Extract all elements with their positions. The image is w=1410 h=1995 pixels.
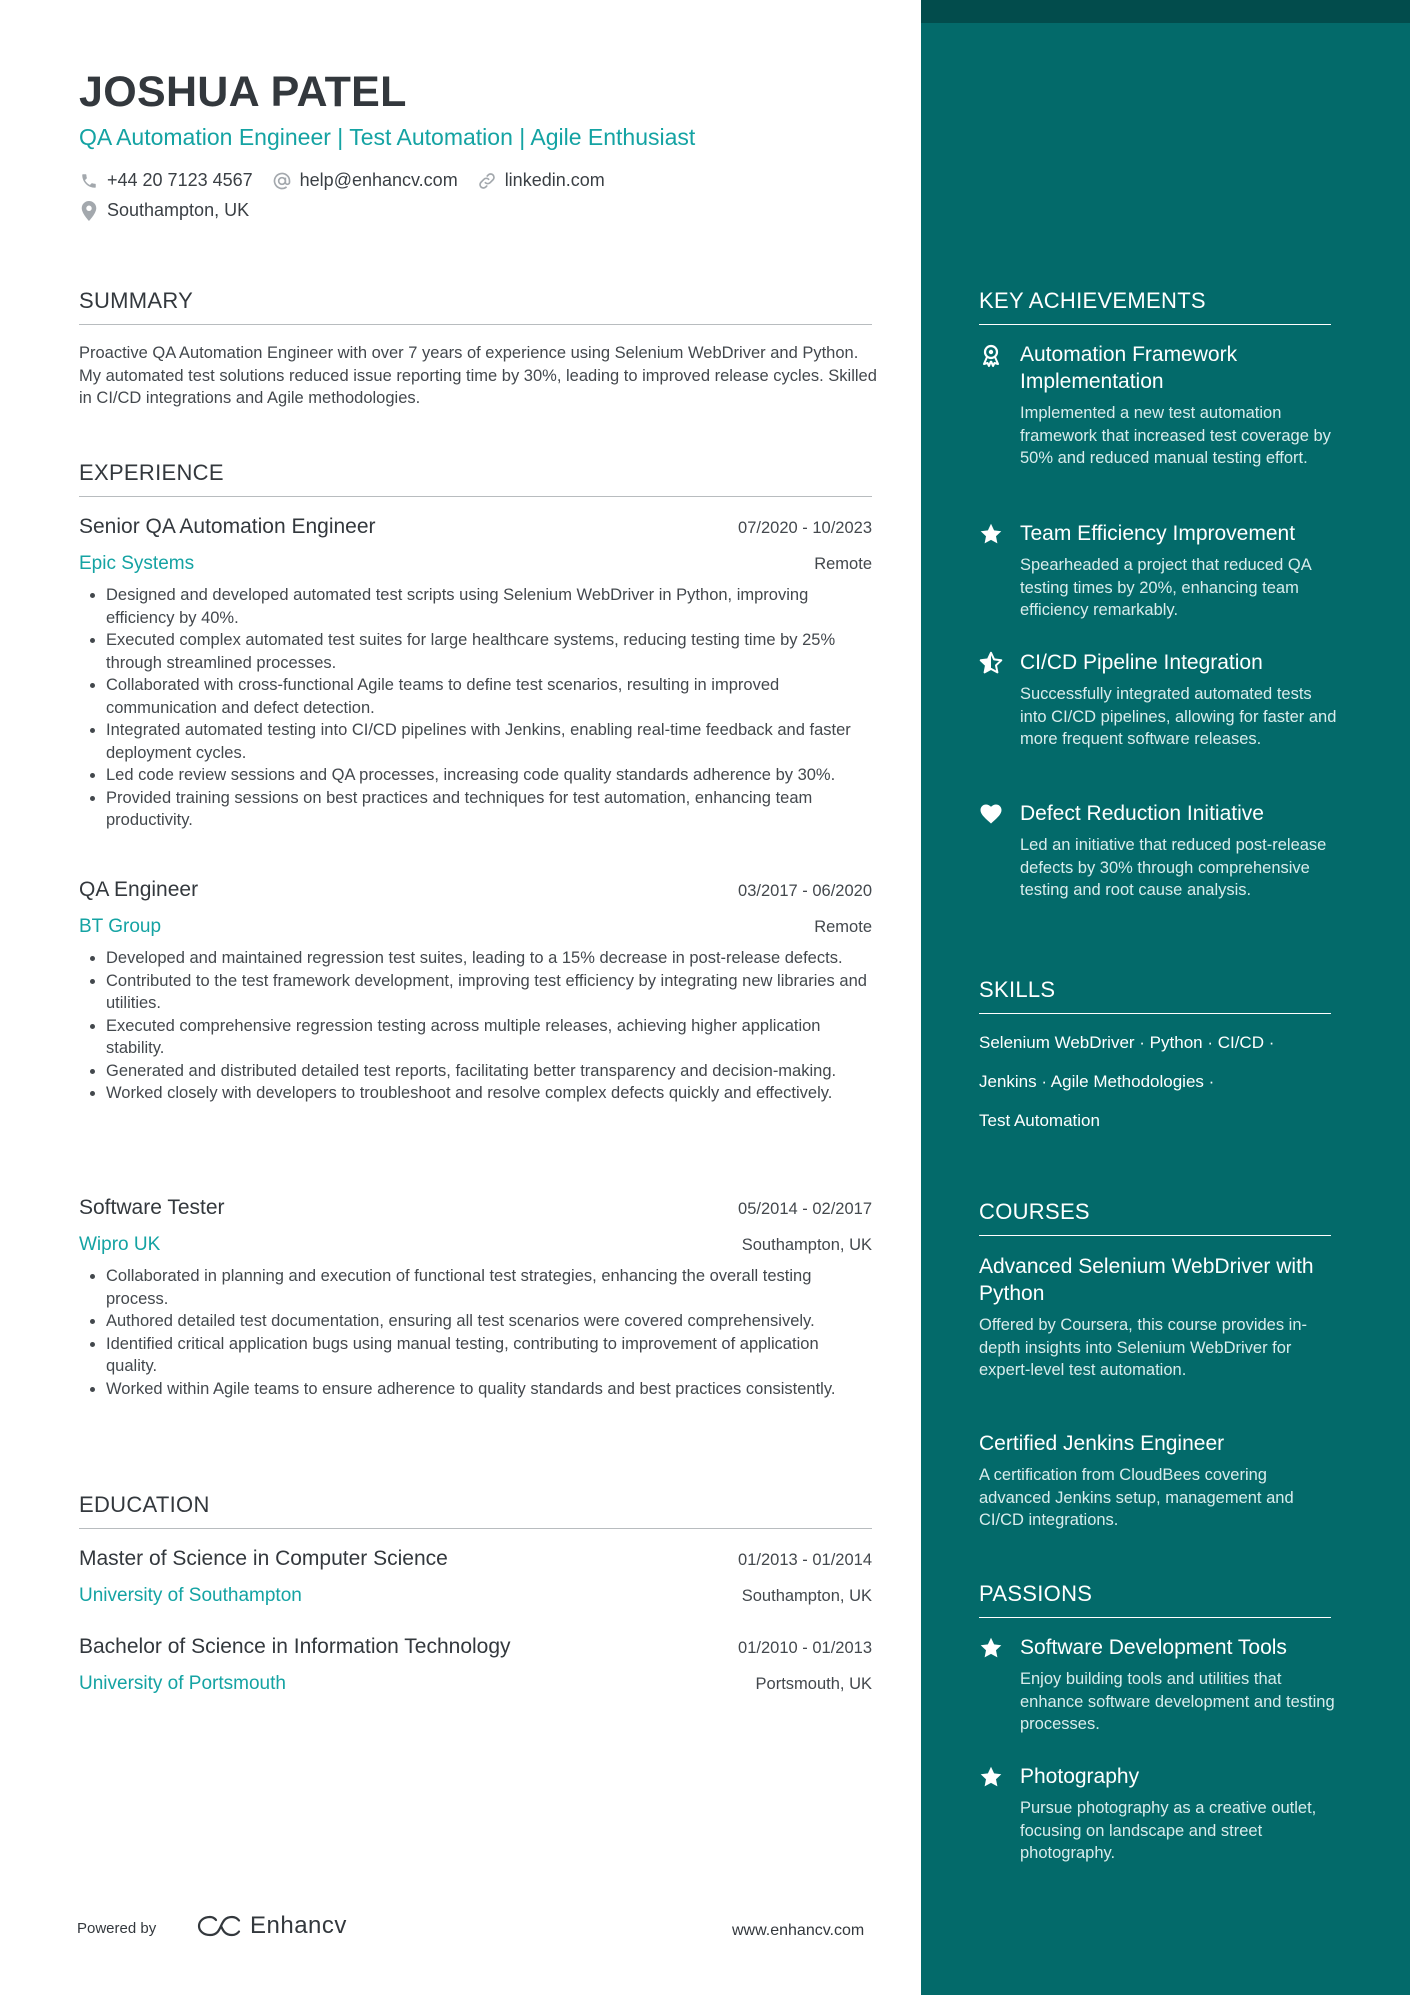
school: University of Southampton [79, 1585, 302, 1606]
job-entry [79, 878, 872, 1105]
course-item [979, 1253, 1339, 1382]
job-bullet: • Executed complex automated test suites for large healthcare systems, reducing testing time by 25% through streamlined processes. [106, 629, 872, 674]
job-entry [79, 515, 872, 832]
job-bullet: • Worked within Agile teams to ensure adherence to quality standards and best practices consistently. [106, 1378, 872, 1401]
contact-phone [79, 170, 253, 191]
passion-desc: Pursue photography as a creative outlet, focusing on landscape and street photography. [1020, 1799, 1317, 1862]
education-entry [79, 1635, 872, 1695]
location-pin-icon [79, 201, 99, 221]
job-company: Wipro UK [79, 1234, 161, 1255]
contact-row [79, 170, 624, 191]
education-entry [79, 1547, 872, 1607]
at-icon [272, 171, 292, 191]
job-bullet: • Worked closely with developers to troubleshoot and resolve complex defects quickly and effectively. [106, 1082, 872, 1105]
course-desc: A certification from CloudBees covering advanced Jenkins setup, management and CI/CD integrations. [979, 1466, 1294, 1529]
course-desc: Offered by Coursera, this course provides in-depth insights into Selenium WebDriver for expert-level test automation. [979, 1316, 1308, 1379]
course-title: Advanced Selenium WebDriver with Python [979, 1255, 1314, 1305]
sidebar-top-bar [921, 0, 1410, 23]
star-icon [979, 1765, 1003, 1789]
key-achievements-heading: KEY ACHIEVEMENTS [979, 288, 1331, 325]
edu-location: Portsmouth, UK [755, 1675, 872, 1693]
passion-desc: Enjoy building tools and utilities that enhance software development and testing processes. [1020, 1670, 1335, 1733]
job-entry [79, 1196, 872, 1400]
experience-heading: EXPERIENCE [79, 460, 872, 497]
achievement-title: Team Efficiency Improvement [1020, 522, 1296, 545]
candidate-name: JOSHUA PATEL [79, 68, 407, 116]
contact-email[interactable] [272, 170, 458, 191]
skills-line: Selenium WebDriver · Python · CI/CD · [979, 1033, 1275, 1052]
heart-icon [979, 802, 1003, 826]
education-heading: EDUCATION [79, 1492, 872, 1529]
degree: Master of Science in Computer Science [79, 1547, 448, 1570]
achievement-item [979, 520, 1339, 622]
job-bullet: • Executed comprehensive regression testing across multiple releases, achieving higher application stability. [106, 1015, 872, 1060]
contact-row-2 [79, 200, 268, 221]
passions-heading: PASSIONS [979, 1581, 1331, 1618]
job-bullet: • Collaborated in planning and execution of functional test strategies, enhancing the overall testing process. [106, 1265, 872, 1310]
contact-linkedin[interactable] [477, 170, 605, 191]
achievement-desc: Led an initiative that reduced post-release defects by 30% through comprehensive testing and root cause analysis. [1020, 836, 1327, 899]
edu-dates: 01/2010 - 01/2013 [738, 1639, 872, 1657]
enhancv-logo-icon [196, 1913, 242, 1939]
achievement-title: Automation Framework Implementation [1020, 343, 1238, 393]
half-star-icon [979, 651, 1003, 675]
job-bullet: • Led code review sessions and QA processes, increasing code quality standards adherence by 30%. [106, 764, 872, 787]
skills-line: Jenkins · Agile Methodologies · [979, 1072, 1215, 1091]
job-location: Remote [814, 918, 872, 936]
job-bullet: • Generated and distributed detailed test reports, facilitating better transparency and decision-making. [106, 1060, 872, 1083]
linkedin-text[interactable]: linkedin.com [504, 170, 605, 190]
footer-url[interactable]: www.enhancv.com [732, 1922, 865, 1939]
job-company: Epic Systems [79, 553, 195, 574]
course-item [979, 1430, 1339, 1532]
award-ribbon-icon [979, 343, 1003, 367]
job-bullet: • Collaborated with cross-functional Agile teams to define test scenarios, resulting in improved communication and defect detection. [106, 674, 872, 719]
job-dates: 03/2017 - 06/2020 [738, 882, 872, 900]
achievement-item [979, 649, 1339, 751]
job-title: Software Tester [79, 1196, 225, 1219]
course-title: Certified Jenkins Engineer [979, 1432, 1225, 1455]
courses-heading: COURSES [979, 1199, 1331, 1236]
edu-dates: 01/2013 - 01/2014 [738, 1551, 872, 1569]
enhancv-logo-text: Enhancv [250, 1912, 347, 1939]
enhancv-logo[interactable] [196, 1912, 347, 1940]
job-bullets [79, 947, 872, 1105]
job-location: Southampton, UK [741, 1236, 872, 1254]
job-bullet: • Contributed to the test framework development, improving test efficiency by integrating new libraries and utilities. [106, 970, 872, 1015]
passion-title: Software Development Tools [1020, 1636, 1287, 1659]
degree: Bachelor of Science in Information Technology [79, 1635, 511, 1658]
summary-heading: SUMMARY [79, 288, 872, 325]
email-text[interactable]: help@enhancv.com [299, 170, 458, 190]
edu-location: Southampton, UK [741, 1587, 872, 1605]
skills-line: Test Automation [979, 1111, 1100, 1130]
achievement-desc: Spearheaded a project that reduced QA testing times by 20%, enhancing team efficiency remarkably. [1020, 556, 1311, 619]
passion-item [979, 1634, 1339, 1736]
achievement-item [979, 341, 1339, 470]
achievement-desc: Implemented a new test automation framework that increased test coverage by 50% and reduced manual testing effort. [1020, 404, 1331, 467]
phone-icon [79, 171, 99, 191]
school: University of Portsmouth [79, 1673, 286, 1694]
achievement-desc: Successfully integrated automated tests into CI/CD pipelines, allowing for faster and more frequent software releases. [1020, 685, 1337, 748]
job-title: Senior QA Automation Engineer [79, 515, 376, 538]
job-bullet: • Designed and developed automated test scripts using Selenium WebDriver in Python, improving efficiency by 40%. [106, 584, 872, 629]
job-title: QA Engineer [79, 878, 199, 901]
achievement-title: Defect Reduction Initiative [1020, 802, 1264, 825]
star-icon [979, 522, 1003, 546]
job-bullets [79, 1265, 872, 1400]
achievement-title: CI/CD Pipeline Integration [1020, 651, 1263, 674]
job-bullet: • Identified critical application bugs using manual testing, contributing to improvement of application quality. [106, 1333, 872, 1378]
skills-heading: SKILLS [979, 977, 1331, 1014]
job-bullet: • Authored detailed test documentation, ensuring all test scenarios were covered comprehensively. [106, 1310, 872, 1333]
job-location: Remote [814, 555, 872, 573]
star-icon [979, 1636, 1003, 1660]
job-company: BT Group [79, 916, 162, 937]
summary-text: Proactive QA Automation Engineer with over 7 years of experience using Selenium WebDriver and Python. My automated test solutions reduced issue reporting time by 30%, leading to improved release cycles. Skilled in CI/CD integrations and Agile methodologies. [79, 344, 877, 407]
passion-title: Photography [1020, 1765, 1140, 1788]
job-dates: 07/2020 - 10/2023 [738, 519, 872, 537]
contact-location [79, 200, 249, 221]
link-icon [477, 171, 497, 191]
phone-text: +44 20 7123 4567 [107, 170, 253, 190]
job-bullet: • Provided training sessions on best practices and techniques for test automation, enhancing team productivity. [106, 787, 872, 832]
job-bullets [79, 584, 872, 832]
headline: QA Automation Engineer | Test Automation | Agile Enthusiast [79, 124, 696, 150]
job-bullet: • Integrated automated testing into CI/CD pipelines with Jenkins, enabling real-time feedback and faster deployment cycles. [106, 719, 872, 764]
passion-item [979, 1763, 1339, 1865]
job-dates: 05/2014 - 02/2017 [738, 1200, 872, 1218]
achievement-item [979, 800, 1339, 902]
powered-by: Powered by [77, 1920, 157, 1937]
location-text: Southampton, UK [107, 200, 250, 220]
job-bullet: • Developed and maintained regression test suites, leading to a 15% decrease in post-release defects. [106, 947, 872, 970]
